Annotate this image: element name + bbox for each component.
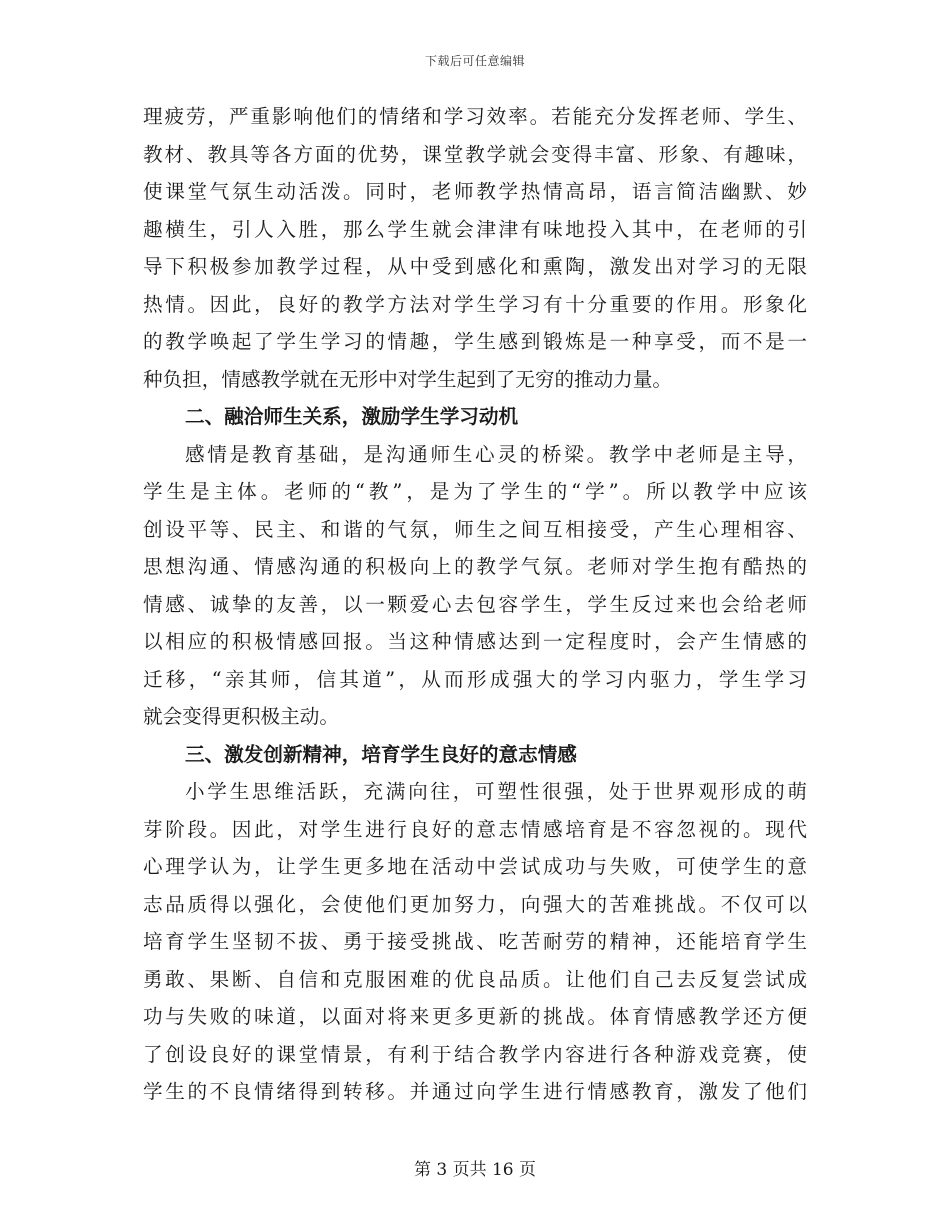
text-line: 功与失败的味道，以面对将来更多更新的挑战。体育情感教学还方便 bbox=[143, 1005, 807, 1028]
text-line: 勇敢、果断、自信和克服困难的优良品质。让他们自己去反复尝试成 bbox=[143, 967, 807, 991]
text-line: 创设平等、民主、和谐的气氛，师生之间互相接受，产生心理相容、 bbox=[143, 517, 807, 541]
text-line: 导下积极参加教学过程，从中受到感化和熏陶，激发出对学习的无限 bbox=[143, 255, 807, 278]
document-body bbox=[143, 98, 807, 1111]
text-line: 以相应的积极情感回报。当这种情感达到一定程度时，会产生情感的 bbox=[143, 630, 807, 653]
text-line: 教材、教具等各方面的优势，课堂教学就会变得丰富、形象、有趣味， bbox=[143, 142, 807, 166]
text-line: 了创设良好的课堂情景，有利于结合教学内容进行各种游戏竞赛，使 bbox=[143, 1042, 807, 1066]
text-line: 热情。因此，良好的教学方法对学生学习有十分重要的作用。形象化 bbox=[143, 292, 807, 316]
text-line: 情感、诚挚的友善，以一颗爱心去包容学生，学生反过来也会给老师 bbox=[143, 592, 807, 616]
text-line: 志品质得以强化，会使他们更加努力，向强大的苦难挑战。不仅可以 bbox=[143, 892, 807, 916]
text-line: 迁移，“亲其师，信其道”，从而形成强大的学习内驱力，学生学习 bbox=[143, 667, 807, 691]
text-line: 趣横生，引人入胜，那么学生就会津津有味地投入其中，在老师的引 bbox=[143, 217, 807, 241]
text-line: 学生的不良情绪得到转移。并通过向学生进行情感教育，激发了他们 bbox=[143, 1080, 807, 1103]
text-line: 心理学认为，让学生更多地在活动中尝试成功与失败，可使学生的意 bbox=[143, 855, 807, 878]
text-line: 理疲劳，严重影响他们的情绪和学习效率。若能充分发挥老师、学生、 bbox=[143, 105, 807, 128]
text-line: 感情是教育基础，是沟通师生心灵的桥梁。教学中老师是主导， bbox=[185, 442, 807, 466]
text-line: 思想沟通、情感沟通的积极向上的教学气氛。老师对学生抱有酷热的 bbox=[143, 555, 807, 578]
text-line: 小学生思维活跃，充满向往，可塑性很强，处于世界观形成的萌 bbox=[185, 780, 807, 803]
header-note: 下载后可任意编辑 bbox=[424, 54, 525, 68]
section-heading-2: 二、融洽师生关系，激励学生学习动机 bbox=[185, 405, 519, 428]
section-heading-3: 三、激发创新精神，培育学生良好的意志情感 bbox=[185, 742, 577, 766]
text-line: 的教学唤起了学生学习的情趣，学生感到锻炼是一种享受，而不是一 bbox=[143, 330, 807, 353]
text-line: 培育学生坚韧不拔、勇于接受挑战、吃苦耐劳的精神，还能培育学生 bbox=[143, 930, 807, 953]
page-number: 第 3 页共 16 页 bbox=[413, 1160, 537, 1180]
text-line: 种负担，情感教学就在无形中对学生起到了无穷的推动力量。 bbox=[143, 367, 673, 391]
text-line: 使课堂气氛生动活泼。同时，老师教学热情高昂，语言简洁幽默、妙 bbox=[143, 180, 807, 203]
text-line: 就会变得更积极主动。 bbox=[143, 705, 339, 728]
text-line: 学生是主体。老师的“教”，是为了学生的“学”。所以教学中应该 bbox=[143, 480, 807, 503]
text-line: 芽阶段。因此，对学生进行良好的意志情感培育是不容忽视的。现代 bbox=[143, 817, 807, 841]
